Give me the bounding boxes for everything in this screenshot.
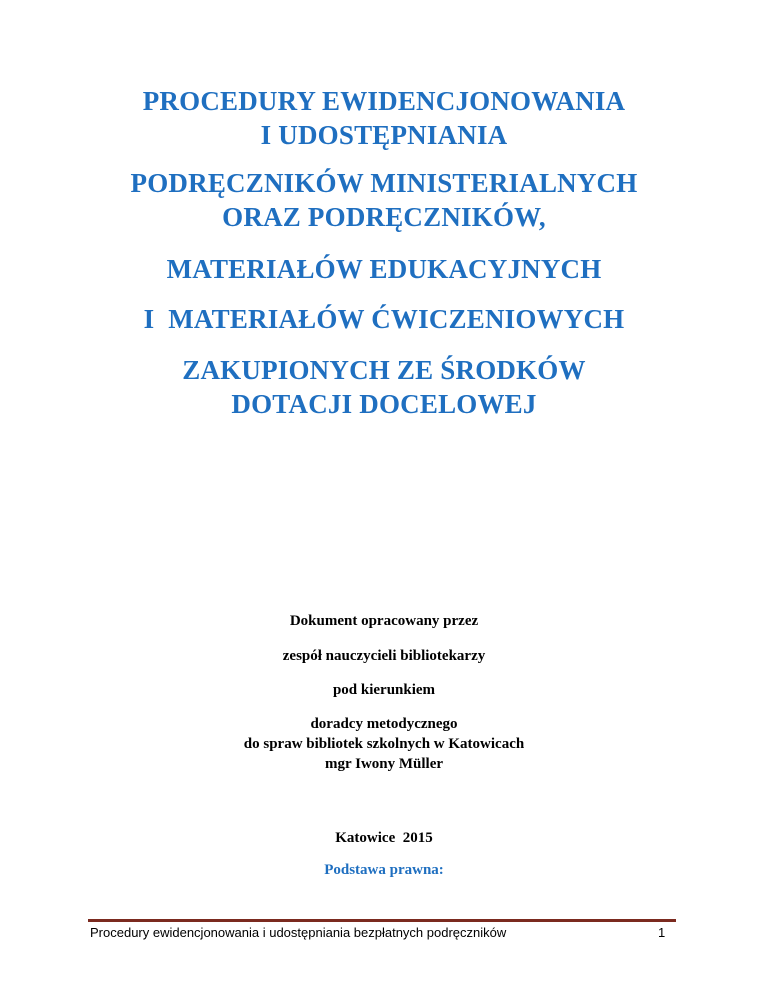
title-line: PROCEDURY EWIDENCJONOWANIA — [142, 86, 626, 116]
title-line: ZAKUPIONYCH ZE ŚRODKÓW — [182, 355, 586, 385]
credits-text: do spraw bibliotek szkolnych w Katowicach — [243, 736, 525, 752]
title-group-2 — [0, 166, 768, 234]
place-date-text: Katowice 2015 — [335, 830, 433, 846]
title-line: ORAZ PODRĘCZNIKÓW, — [222, 202, 546, 232]
credits-line-2 — [0, 646, 768, 666]
title-group-1 — [0, 84, 768, 152]
credits-advisor — [0, 714, 768, 774]
title-line: I UDOSTĘPNIANIA — [260, 120, 508, 150]
credits-text: pod kierunkiem — [332, 682, 436, 698]
place-date — [0, 828, 768, 848]
title-group-5 — [0, 353, 768, 421]
credits-text: zespół nauczycieli bibliotekarzy — [282, 648, 486, 664]
footer-title: Procedury ewidencjonowania i udostępniania bezpłatnych podręczników — [90, 925, 507, 940]
title-line: MATERIAŁÓW EDUKACYJNYCH — [166, 254, 602, 284]
credits-text: mgr Iwony Müller — [324, 756, 444, 772]
footer-divider — [88, 919, 676, 922]
title-line: PODRĘCZNIKÓW MINISTERIALNYCH — [130, 168, 638, 198]
credits-text: doradcy metodycznego — [310, 716, 458, 732]
page-number: 1 — [658, 925, 666, 940]
title-line: DOTACJI DOCELOWEJ — [231, 389, 537, 419]
credits-text: Dokument opracowany przez — [289, 613, 479, 629]
title-line: I MATERIAŁÓW ĆWICZENIOWYCH — [143, 304, 625, 334]
credits-line-1 — [0, 611, 768, 631]
title-group-4 — [0, 302, 768, 336]
legal-basis-heading: Podstawa prawna: — [324, 862, 444, 878]
credits-line-3 — [0, 680, 768, 700]
title-group-3 — [0, 252, 768, 286]
